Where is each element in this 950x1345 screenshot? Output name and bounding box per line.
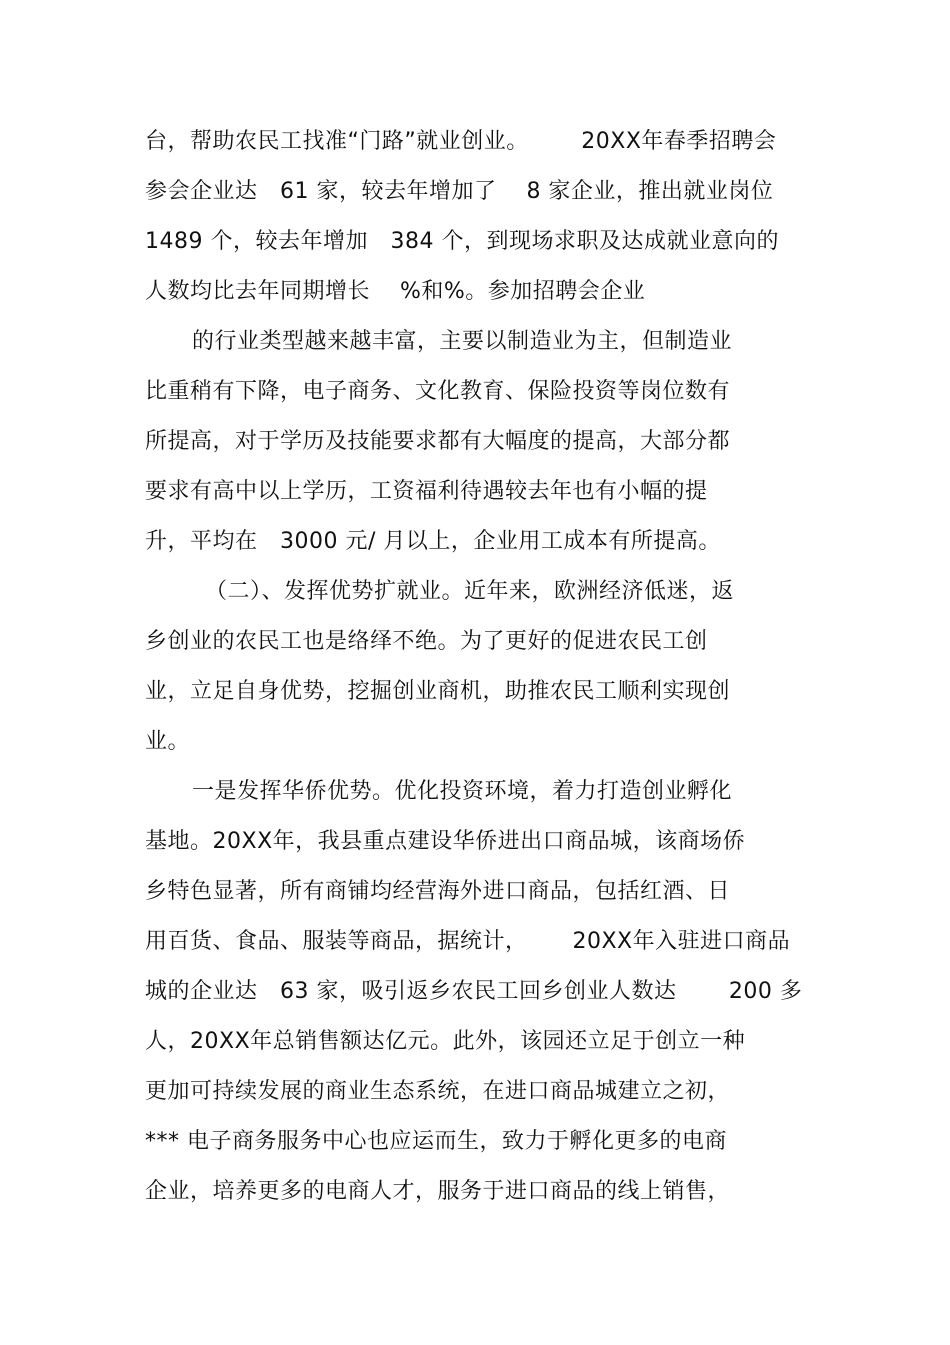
text-line-11: 乡创业的农民工也是络绎不绝。为了更好的促进农民工创 — [145, 629, 708, 654]
text-line-9: 升，平均在 3000 元/ 月以上，企业用工成本有所提高。 — [145, 529, 721, 554]
text-line-2: 参会企业达 61 家，较去年增加了 8 家企业，推出就业岗位 — [145, 179, 774, 204]
text-line-1: 台，帮助农民工找准“门路”就业创业。 20XX年春季招聘会 — [145, 129, 777, 154]
text-line-10: （二）、发挥优势扩就业。近年来，欧洲经济低迷，返 — [205, 579, 735, 604]
text-line-21: *** 电子商务服务中心也应运而生，致力于孵化更多的电商 — [145, 1129, 727, 1154]
text-line-7: 所提高，对于学历及技能要求都有大幅度的提高，大部分都 — [145, 429, 731, 454]
text-line-14: 一是发挥华侨优势。优化投资环境，着力打造创业孵化 — [192, 779, 733, 804]
text-line-13: 业。 — [145, 729, 191, 754]
text-line-15: 基地。20XX年，我县重点建设华侨进出口商品城，该商场侨 — [145, 829, 746, 854]
text-line-4: 人数均比去年同期增长 %和%。参加招聘会企业 — [145, 279, 646, 304]
text-line-12: 业，立足自身优势，挖掘创业商机，助推农民工顺利实现创 — [145, 679, 731, 704]
text-line-20: 更加可持续发展的商业生态系统，在进口商品城建立之初， — [145, 1079, 731, 1104]
text-line-6: 比重稍有下降，电子商务、文化教育、保险投资等岗位数有 — [145, 379, 731, 404]
text-line-8: 要求有高中以上学历，工资福利待遇较去年也有小幅的提 — [145, 479, 708, 504]
text-line-3: 1489 个，较去年增加 384 个，到现场求职及达成就业意向的 — [145, 229, 779, 254]
text-line-16: 乡特色显著，所有商铺均经营海外进口商品，包括红酒、日 — [145, 879, 731, 904]
text-line-19: 人，20XX年总销售额达亿元。此外，该园还立足于创立一种 — [145, 1029, 746, 1054]
text-line-18: 城的企业达 63 家，吸引返乡农民工回乡创业人数达 200 多 — [145, 979, 803, 1004]
text-line-17: 用百货、食品、服装等商品，据统计， 20XX年入驻进口商品 — [145, 929, 791, 954]
text-line-5: 的行业类型越来越丰富，主要以制造业为主，但制造业 — [192, 329, 733, 354]
text-line-22: 企业，培养更多的电商人才，服务于进口商品的线上销售， — [145, 1179, 731, 1204]
